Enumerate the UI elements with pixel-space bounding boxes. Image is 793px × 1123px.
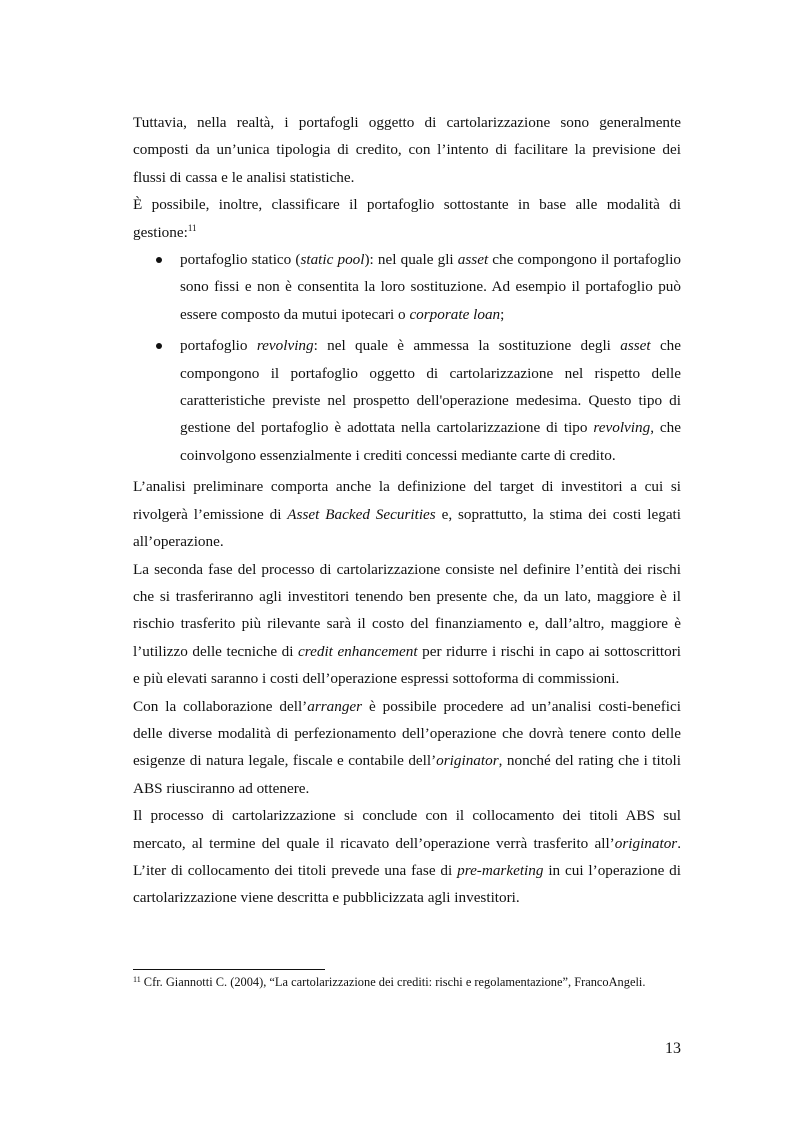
bullet-icon [156,257,162,263]
italic-term: asset [620,337,651,355]
text-run: , nonché del rating che i titoli ABS riusciranno ad ottenere. [133,752,681,797]
text-run: ; [500,305,505,323]
footnote-separator [133,969,325,970]
text-run: : nel quale è ammessa la sostituzione degli [313,337,621,355]
text-run: è possibile procedere ad un’analisi costi-benefici delle diverse modalità di perfezionamento dell’operazione che dovrà tenere conto delle esigenze di natura legale, fiscale e contabile dell’ [133,697,681,770]
italic-term: Asset Backed Securities [287,505,436,523]
text-run: Con la collaborazione dell’ [133,697,308,715]
text-run: portafoglio [180,337,257,355]
footnote-text: Cfr. Giannotti C. (2004), “La cartolarizzazione dei crediti: rischi e regolamentazione”, FrancoAngeli. [140,975,646,989]
text-run: in cui l’operazione di cartolarizzazione viene descritta e pubblicizzata agli investitori. [133,861,681,907]
text-run: La seconda fase del processo di cartolarizzazione consiste nel definire l’entità dei rischi che si trasferiranno agli investitori tenendo ben presente che, da un lato, maggiore è il rischio trasferito più rilevante sarà il costo del finanziamento e, dall’altro, maggiore è l’utilizzo delle tecniche di [133,560,681,660]
text-run: per ridurre i rischi in capo ai sottoscrittori e più elevati saranno i costi dell’operazione espressi sottoforma di commissioni. [133,642,681,688]
text-run: . L’iter di collocamento dei titoli prevede una fase di [133,834,681,879]
italic-term: revolving [256,337,314,355]
paragraph-arranger [133,693,681,803]
bullet-icon [156,343,162,349]
list-item-revolving [133,332,681,469]
bullet-list [133,246,681,469]
text-run: L’analisi preliminare comporta anche la definizione del target di investitori a cui si rivolgerà l’emissione di [133,478,681,523]
text-run: , che coinvolgono essenzialmente i crediti concessi mediante carte di credito. [180,419,681,464]
paragraph-risk-phase [133,556,681,693]
italic-term: static pool [300,251,365,269]
paragraph-preliminary-analysis [133,473,681,555]
text-run: Il processo di cartolarizzazione si conclude con il collocamento dei titoli ABS sul mercato, al termine del quale il ricavato dell’operazione verrà trasferito all’ [133,807,681,852]
italic-term: pre-marketing [457,861,544,879]
paragraph-portfolio-classification [133,191,681,246]
page-number: 13 [665,1040,681,1057]
text-run: che compongono il portafoglio sono fissi e non è consentita la loro sostituzione. Ad esempio il portafoglio può essere composto da mutui ipotecari o [180,251,682,323]
italic-term: asset [457,251,489,269]
footnote-reference: 11 [187,222,197,233]
text-run: e, soprattutto, la stima dei costi legati all’operazione. [133,505,681,551]
italic-term: revolving [593,419,651,437]
italic-term: credit enhancement [298,642,418,660]
classification-text: È possibile, inoltre, classificare il portafoglio sottostante in base alle modalità di gestione: [133,196,681,241]
page-body [133,109,681,912]
italic-term: arranger [307,697,363,715]
list-item-static-pool [133,246,681,328]
text-run: che compongono il portafoglio oggetto di cartolarizzazione nel rispetto delle caratteristiche previste nel prospetto dell'operazione medesima. Questo tipo di gestione del portafoglio è adottata nella cartolarizzazione di tipo [180,337,682,437]
italic-term: corporate loan [409,305,501,323]
paragraph-placement [133,802,681,912]
italic-term: originator [614,834,678,852]
paragraph-portfolio-composition: Tuttavia, nella realtà, i portafogli oggetto di cartolarizzazione sono generalmente composti da un’unica tipologia di credito, con l’intento di facilitare la previsione dei flussi di cassa e le analisi statistiche. [133,114,681,186]
footnote-number: 11 [133,975,141,984]
italic-term: originator [436,752,499,770]
footnote [133,974,681,991]
text-run: portafoglio statico ( [180,251,301,269]
text-run: ): nel quale gli [364,251,458,269]
